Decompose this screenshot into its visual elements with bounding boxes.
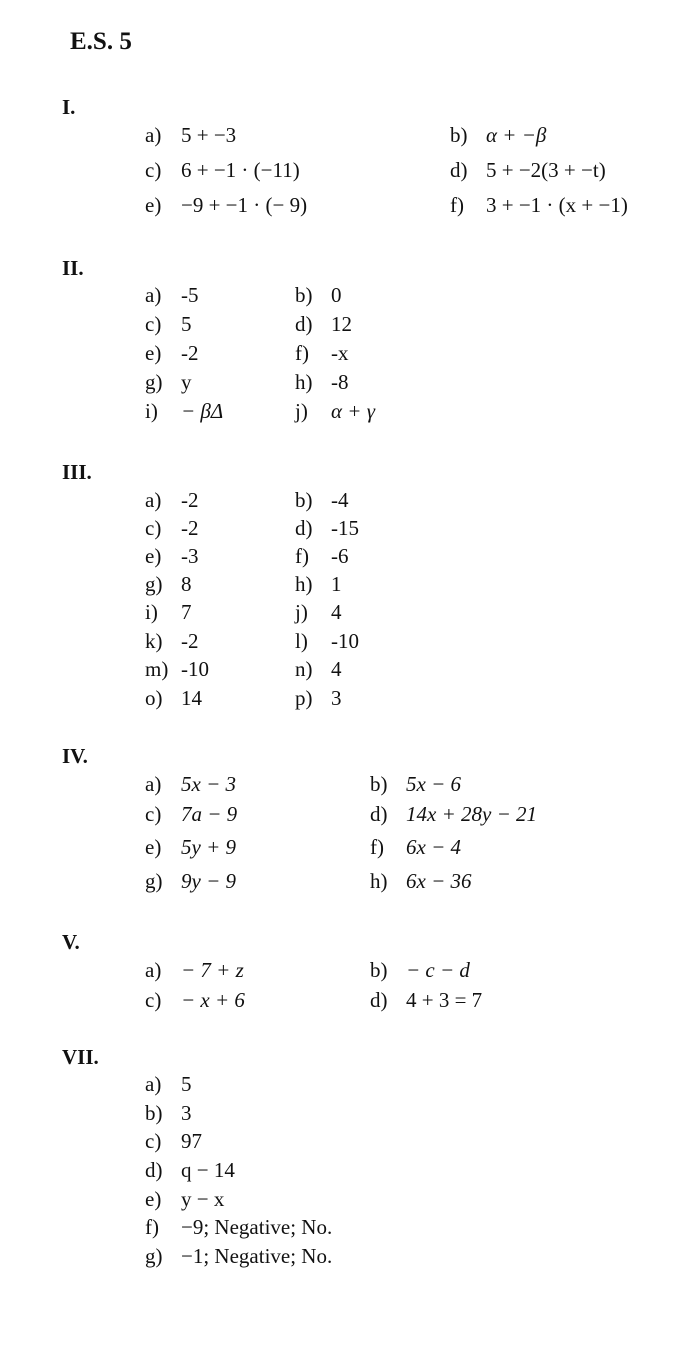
section-heading-7: VII. [62,1045,99,1069]
answer-item: j) 4 [295,600,342,624]
answer-item: g) −1; Negative; No. [145,1244,333,1268]
answer-item: g) 8 [145,572,192,596]
answer-item: b) − c − d [370,958,470,982]
page-title: E.S. 5 [70,28,132,55]
answer-item: b) α + −β [450,123,547,147]
section-heading-4: IV. [62,744,88,768]
answer-item: b) 5x − 6 [370,772,461,796]
answer-item: h) 1 [295,572,342,596]
answer-item: f) -x [295,341,349,365]
answer-item: d) 14x + 28y − 21 [370,802,537,826]
answer-item: g) y [145,370,192,394]
section-heading-3: III. [62,460,92,484]
answer-item: j) α + γ [295,399,375,423]
answer-item: a) 5x − 3 [145,772,236,796]
answer-item: b) 3 [145,1101,192,1125]
answer-item: g) 9y − 9 [145,869,236,893]
answer-item: d) q − 14 [145,1158,235,1182]
answer-item: h) -8 [295,370,349,394]
answer-item: a) 5 + −3 [145,123,237,147]
answer-item: b) -4 [295,488,349,512]
answer-item: c) 7a − 9 [145,802,238,826]
answer-item: d) 12 [295,312,352,336]
section-heading-5: V. [62,930,80,954]
section-heading-2: II. [62,256,84,280]
answer-item: m) -10 [145,657,209,681]
answer-item: d) 4 + 3 = 7 [370,988,483,1012]
answer-item: c) -2 [145,516,199,540]
answer-item: e) -3 [145,544,199,568]
answer-item: l) -10 [295,629,359,653]
answer-item: p) 3 [295,686,342,710]
answer-item: c) 6 + −1 · (−11) [145,158,300,182]
answer-item: o) 14 [145,686,202,710]
answer-item: a) 5 [145,1072,192,1096]
answer-item: b) 0 [295,283,342,307]
answer-item: h) 6x − 36 [370,869,472,893]
answer-item: i) 7 [145,600,192,624]
answer-item: f) −9; Negative; No. [145,1215,333,1239]
answer-item: n) 4 [295,657,342,681]
answer-item: f) 6x − 4 [370,835,461,859]
answer-item: f) -6 [295,544,349,568]
answer-item: d) -15 [295,516,359,540]
answer-item: e) y − x [145,1187,225,1211]
answer-item: a) -5 [145,283,199,307]
answer-item: c) − x + 6 [145,988,245,1012]
answer-item: k) -2 [145,629,199,653]
section-heading-1: I. [62,95,76,119]
answer-item: e) 5y + 9 [145,835,236,859]
answer-item: i) − βΔ [145,399,224,423]
answer-item: c) 5 [145,312,192,336]
answer-item: c) 97 [145,1129,202,1153]
answer-item: f) 3 + −1 · (x + −1) [450,193,628,217]
answer-item: a) -2 [145,488,199,512]
answer-item: e) −9 + −1 · (− 9) [145,193,308,217]
answer-item: a) − 7 + z [145,958,244,982]
answer-item: d) 5 + −2(3 + −t) [450,158,606,182]
answer-item: e) -2 [145,341,199,365]
